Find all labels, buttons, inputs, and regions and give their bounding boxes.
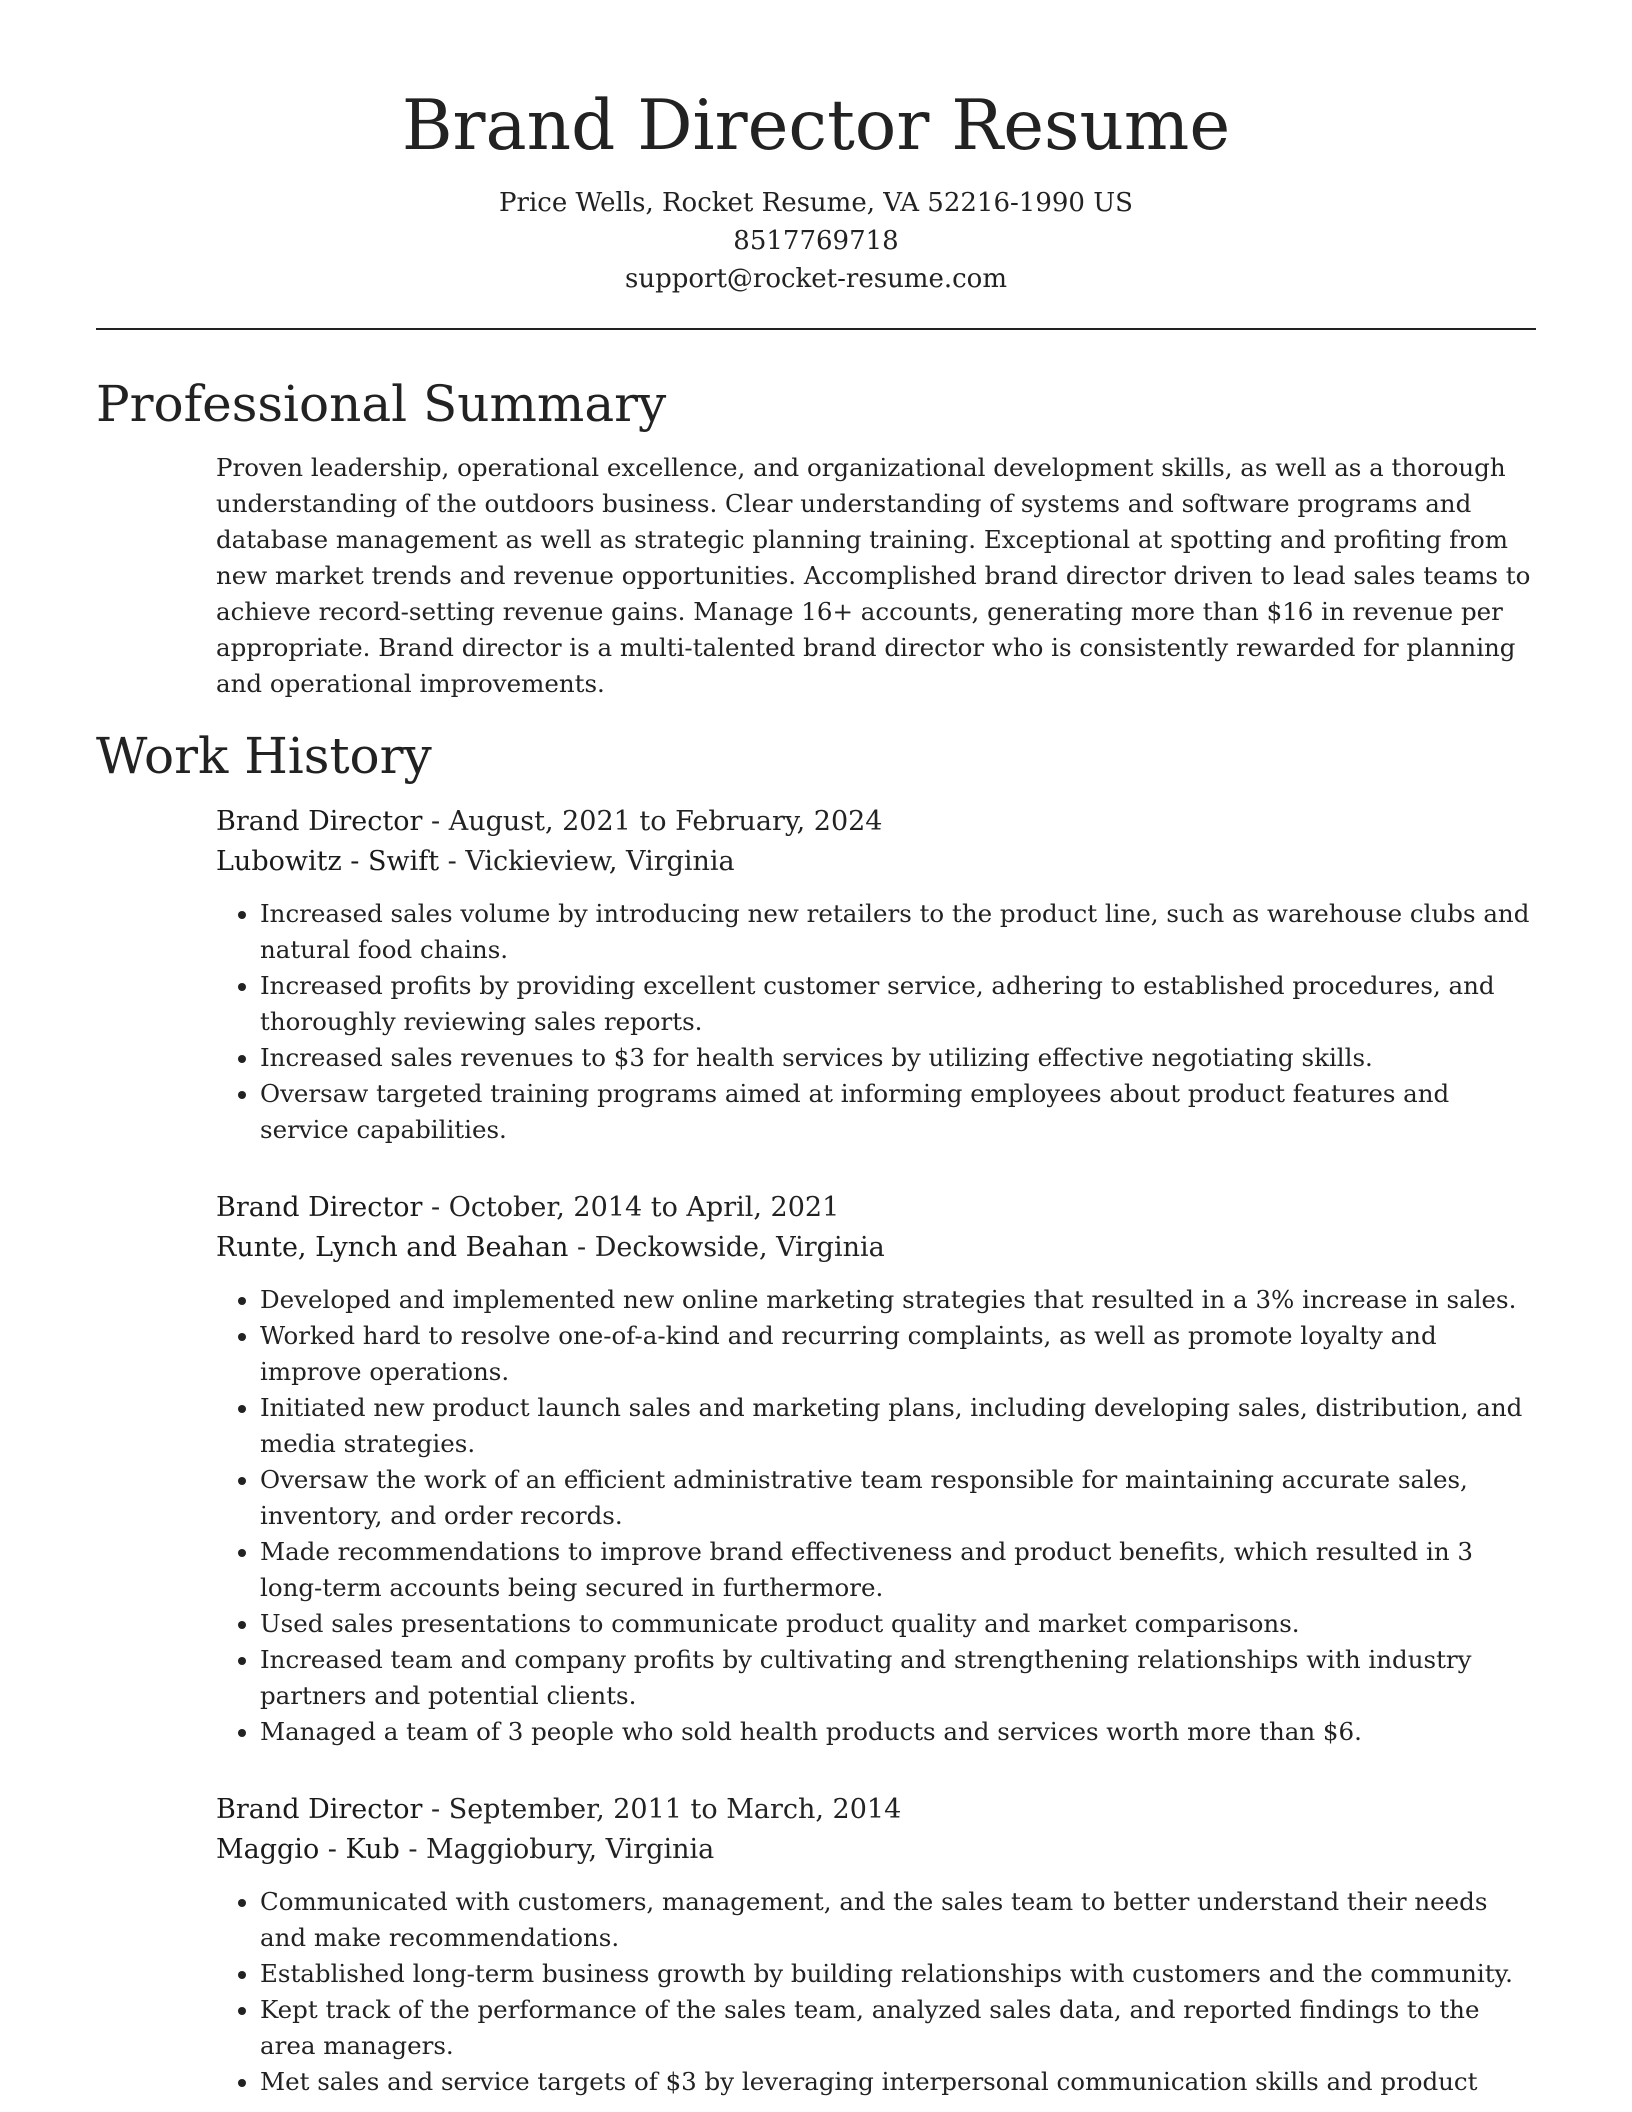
job-entry bbox=[216, 802, 1536, 1148]
resume-title: Brand Director Resume bbox=[401, 86, 1231, 166]
job-bullet: • Established long-term business growth by building relationships with customers and the community. bbox=[260, 1956, 1536, 1992]
job-entry bbox=[216, 1188, 1536, 1750]
job-bullet: • Oversaw the work of an efficient administrative team responsible for maintaining accurate sales, inventory, and order records. bbox=[260, 1462, 1536, 1534]
job-bullet: • Met sales and service targets of $3 by leveraging interpersonal communication skills and product bbox=[260, 2064, 1536, 2100]
job-bullets bbox=[216, 1884, 1536, 2100]
job-bullet: • Increased profits by providing excellent customer service, adhering to established procedures, and thoroughly reviewing sales reports. bbox=[260, 968, 1536, 1040]
work-history-heading: Work History bbox=[96, 727, 432, 785]
job-bullet: • Made recommendations to improve brand effectiveness and product benefits, which resulted in 3 long-term accounts being secured in furthermore. bbox=[260, 1534, 1536, 1606]
job-company: Lubowitz - Swift bbox=[216, 846, 440, 877]
summary-section bbox=[216, 450, 1536, 702]
resume-header bbox=[96, 0, 1536, 298]
job-title: Brand Director bbox=[216, 806, 423, 837]
job-bullet: • Increased sales revenues to $3 for health services by utilizing effective negotiating skills. bbox=[260, 1040, 1536, 1076]
job-title-line bbox=[216, 1790, 1536, 1830]
job-location: - Maggiobury, Virginia bbox=[399, 1834, 715, 1865]
job-title: Brand Director bbox=[216, 1794, 423, 1825]
job-bullet: • Oversaw targeted training programs aimed at informing employees about product features and service capabilities. bbox=[260, 1076, 1536, 1148]
job-title-line bbox=[216, 802, 1536, 842]
job-bullet: • Managed a team of 3 people who sold health products and services worth more than $6. bbox=[260, 1714, 1536, 1750]
job-company-line bbox=[216, 1228, 1536, 1268]
job-bullet: • Worked hard to resolve one-of-a-kind and recurring complaints, as well as promote loyalty and improve operations. bbox=[260, 1318, 1536, 1390]
job-company-line bbox=[216, 1830, 1536, 1870]
job-bullet: • Kept track of the performance of the sales team, analyzed sales data, and reported findings to the area managers. bbox=[260, 1992, 1536, 2064]
job-bullet: • Initiated new product launch sales and marketing plans, including developing sales, distribution, and media strategies. bbox=[260, 1390, 1536, 1462]
job-location: - Vickieview, Virginia bbox=[439, 846, 735, 877]
job-bullets bbox=[216, 896, 1536, 1148]
job-title-line bbox=[216, 1188, 1536, 1228]
contact-email: support@rocket-resume.com bbox=[624, 264, 1007, 294]
job-bullet: • Increased sales volume by introducing new retailers to the product line, such as warehouse clubs and natural food chains. bbox=[260, 896, 1536, 968]
job-company: Maggio - Kub bbox=[216, 1834, 400, 1865]
job-company: Runte, Lynch and Beahan bbox=[216, 1232, 569, 1263]
contact-address: Price Wells, Rocket Resume, VA 52216-1990 US bbox=[499, 188, 1133, 218]
job-dates: - October, 2014 to April, 2021 bbox=[422, 1192, 840, 1223]
job-dates: - September, 2011 to March, 2014 bbox=[422, 1794, 902, 1825]
job-bullet: • Increased team and company profits by cultivating and strengthening relationships with industry partners and potential clients. bbox=[260, 1642, 1536, 1714]
job-dates: - August, 2021 to February, 2024 bbox=[422, 806, 883, 837]
summary-heading: Professional Summary bbox=[96, 375, 667, 433]
job-bullet: • Used sales presentations to communicate product quality and market comparisons. bbox=[260, 1606, 1536, 1642]
job-title: Brand Director bbox=[216, 1192, 423, 1223]
summary-text: Proven leadership, operational excellence, and organizational development skills, as well as a thorough understanding of the outdoors business. Clear understanding of systems and software programs and database management as well as strategic planning training. Exceptional at spotting and profiting from new market trends and revenue opportunities. Accomplished brand director driven to lead sales teams to achieve record-setting revenue gains. Manage 16+ accounts, generating more than $16 in revenue per appropriate. Brand director is a multi-talented brand director who is consistently rewarded for planning and operational improvements. bbox=[216, 453, 1531, 698]
header-divider bbox=[96, 328, 1536, 330]
job-location: - Deckowside, Virginia bbox=[568, 1232, 885, 1263]
contact-phone: 8517769718 bbox=[733, 226, 899, 256]
job-company-line bbox=[216, 842, 1536, 882]
job-bullet: • Developed and implemented new online marketing strategies that resulted in a 3% increase in sales. bbox=[260, 1282, 1536, 1318]
job-bullet: • Communicated with customers, management, and the sales team to better understand their needs and make recommendations. bbox=[260, 1884, 1536, 1956]
job-bullets bbox=[216, 1282, 1536, 1750]
work-history-section bbox=[216, 802, 1536, 2100]
contact-block bbox=[96, 184, 1536, 298]
job-entry bbox=[216, 1790, 1536, 2100]
